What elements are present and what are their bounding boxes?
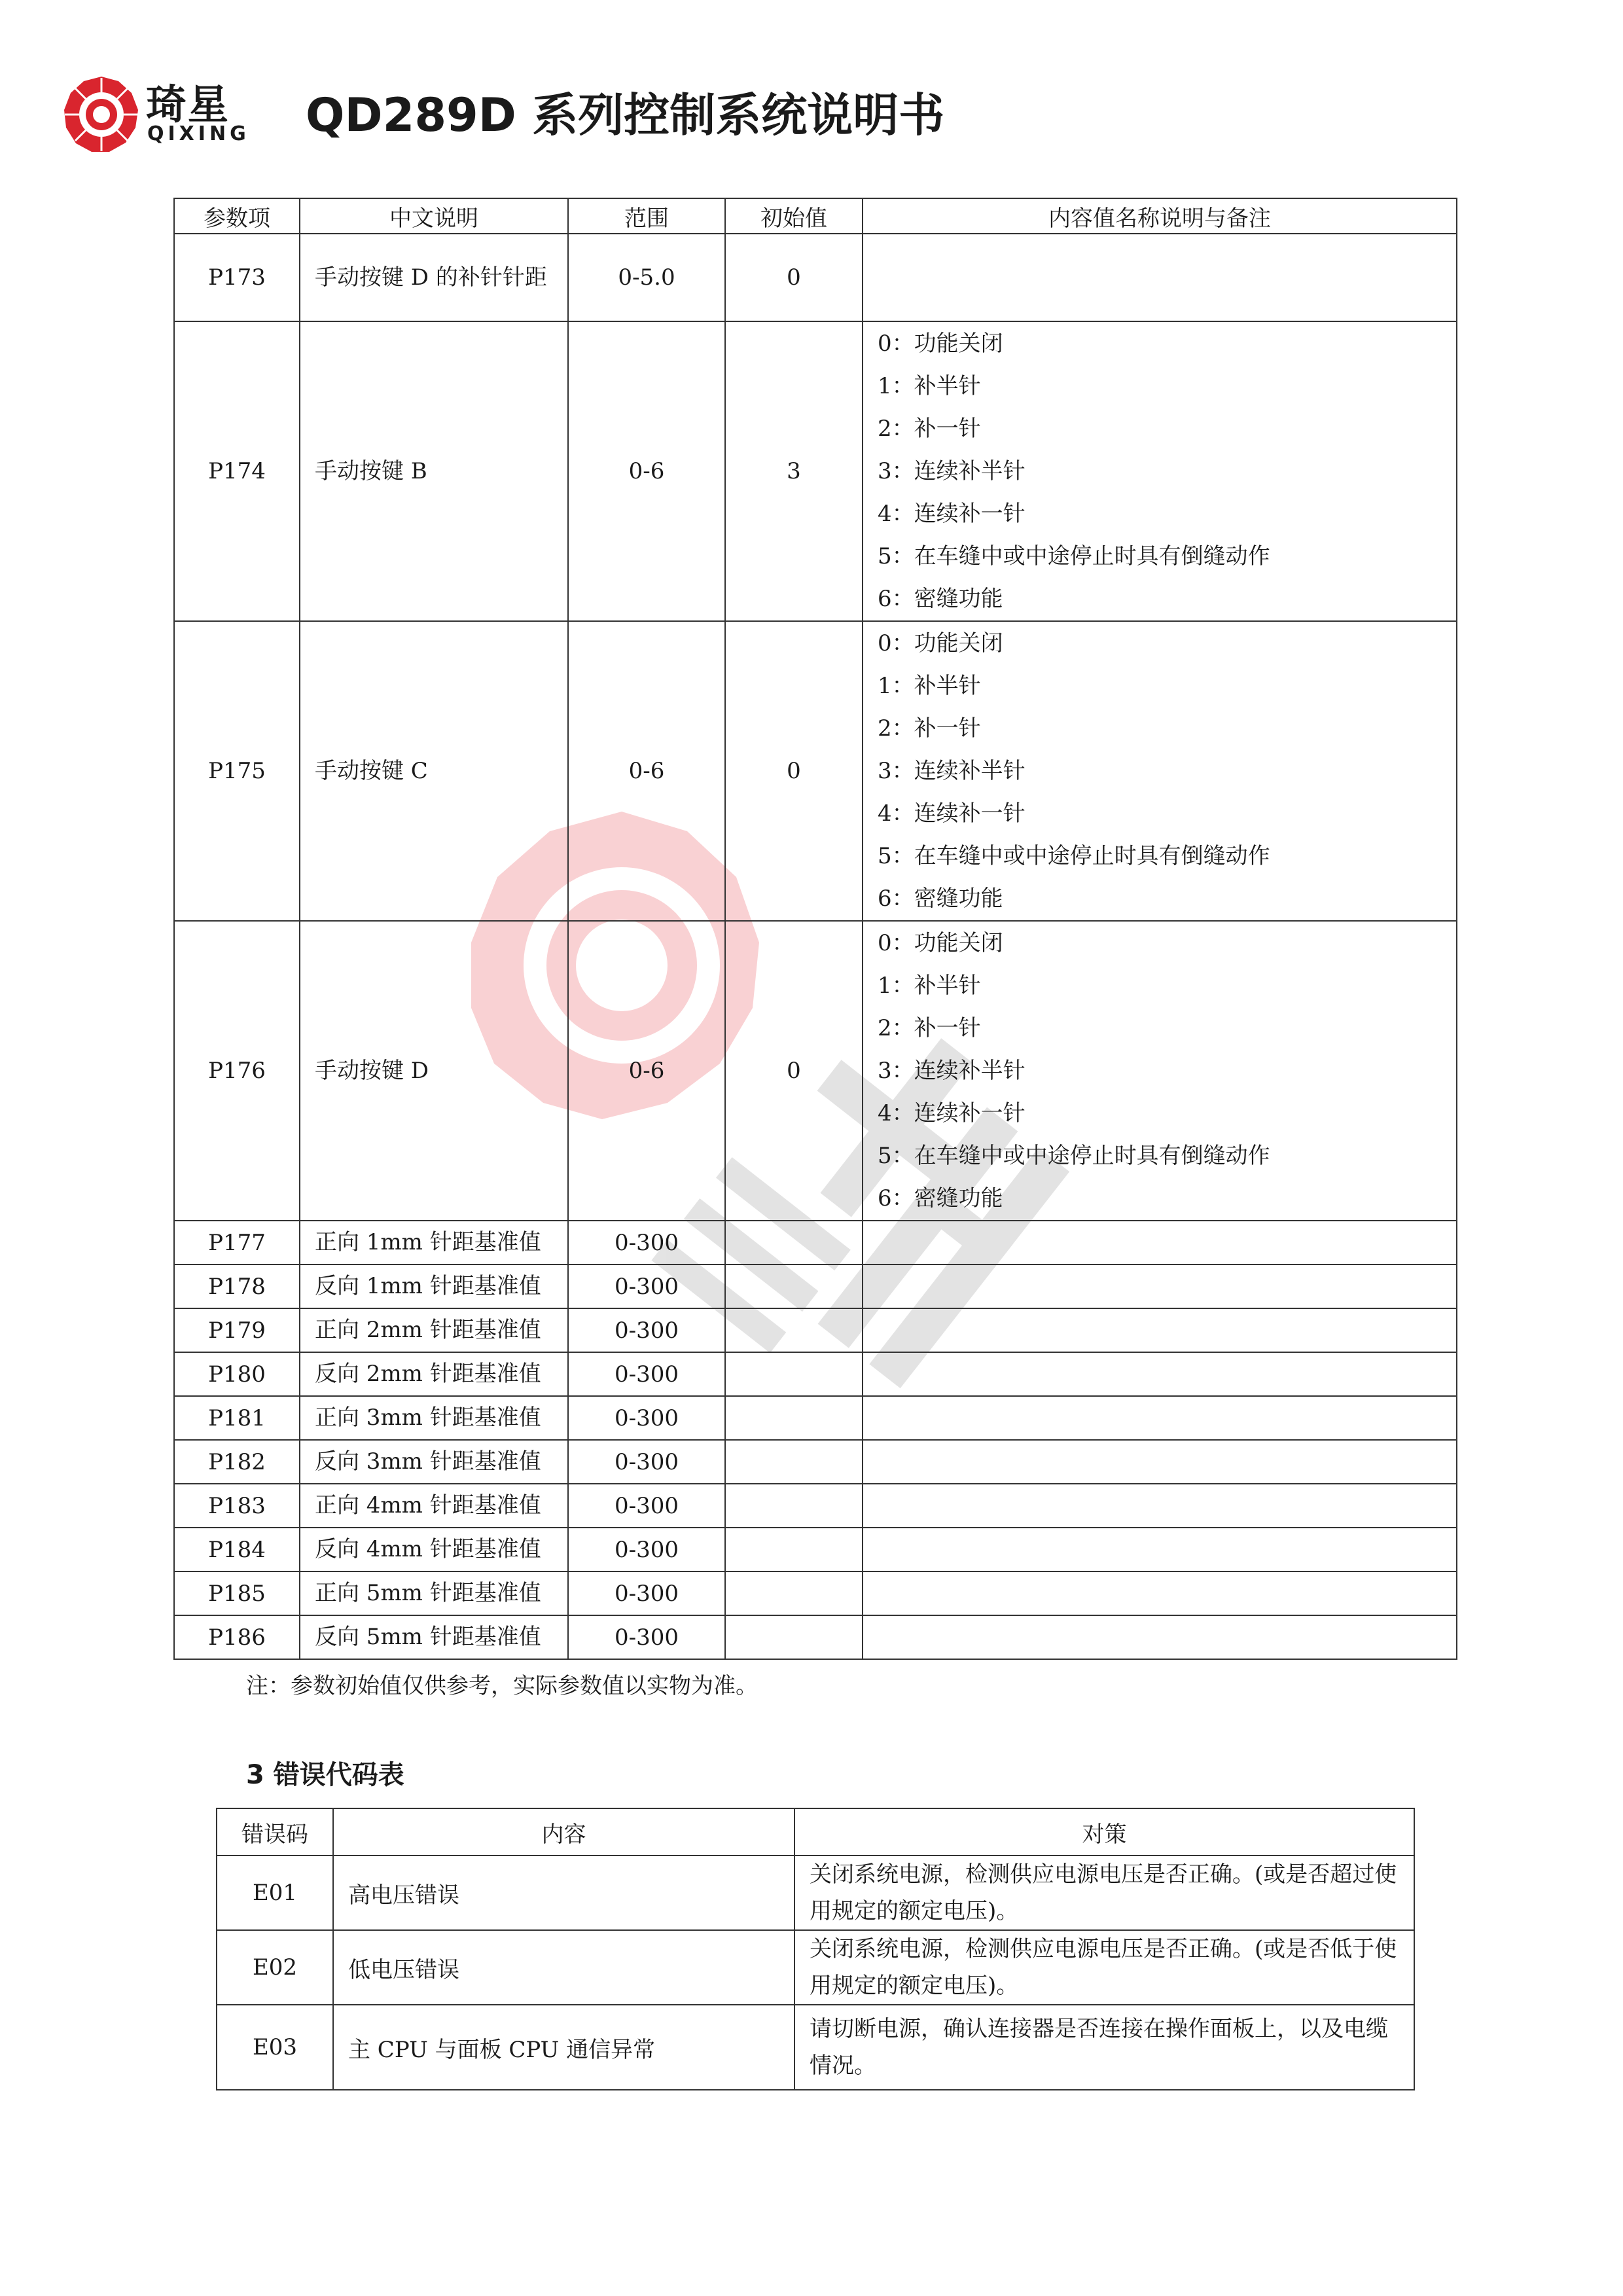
error-content-cell: 低电压错误 <box>333 1930 794 2005</box>
param-description-cell: 正向 5mm 针距基准值 <box>300 1571 568 1615</box>
note-line: 4：连续补一针 <box>878 800 1026 827</box>
note-line: 5：在车缝中或中途停止时具有倒缝动作 <box>878 842 1270 869</box>
param-description-cell: 手动按键 D <box>300 921 568 1221</box>
error-code-table <box>216 1808 1415 2090</box>
param-range-cell: 0-6 <box>568 321 725 621</box>
param-id-cell: P182 <box>174 1440 300 1484</box>
logo-english-text: QIXING <box>147 122 250 145</box>
param-range-cell: 0-6 <box>568 621 725 921</box>
document-title: QD289D 系列控制系统说明书 <box>306 88 945 142</box>
table-row <box>174 1484 1457 1528</box>
section-title: 3 错误代码表 <box>246 1760 404 1790</box>
param-description-cell: 反向 4mm 针距基准值 <box>300 1528 568 1571</box>
param-initial-cell <box>725 1440 863 1484</box>
param-id-cell: P183 <box>174 1484 300 1528</box>
param-notes-cell <box>863 1396 1457 1440</box>
param-range-cell: 0-300 <box>568 1308 725 1352</box>
note-line: 6：密缝功能 <box>878 585 1003 612</box>
param-notes-cell <box>863 1265 1457 1308</box>
param-initial-cell <box>725 1484 863 1528</box>
table-row <box>217 2005 1414 2090</box>
param-initial-cell <box>725 1265 863 1308</box>
table-row <box>174 1265 1457 1308</box>
error-content-cell: 主 CPU 与面板 CPU 通信异常 <box>333 2005 794 2090</box>
param-initial-cell <box>725 1396 863 1440</box>
error-code-cell: E01 <box>217 1856 333 1930</box>
param-notes-cell <box>863 321 1457 621</box>
error-measure-cell: 关闭系统电源，检测供应电源电压是否正确。(或是否超过使用规定的额定电压)。 <box>794 1856 1414 1930</box>
param-range-cell: 0-300 <box>568 1571 725 1615</box>
param-description-cell: 反向 1mm 针距基准值 <box>300 1265 568 1308</box>
param-initial-cell <box>725 1615 863 1659</box>
note-line: 1：补半针 <box>878 372 981 399</box>
param-notes-cell <box>863 1571 1457 1615</box>
table-row <box>174 321 1457 621</box>
table-row <box>174 1396 1457 1440</box>
table-row <box>174 921 1457 1221</box>
error-measure-cell: 请切断电源，确认连接器是否连接在操作面板上，以及电缆情况。 <box>794 2005 1414 2090</box>
header-error-content: 内容 <box>333 1808 794 1856</box>
note-line: 3：连续补半针 <box>878 1057 1026 1084</box>
error-code-cell: E03 <box>217 2005 333 2090</box>
table-row <box>174 1221 1457 1265</box>
note-line: 4：连续补一针 <box>878 1100 1026 1126</box>
param-range-cell: 0-300 <box>568 1396 725 1440</box>
note-line: 5：在车缝中或中途停止时具有倒缝动作 <box>878 1142 1270 1169</box>
header-initial-value: 初始值 <box>725 198 863 234</box>
param-range-cell: 0-300 <box>568 1265 725 1308</box>
param-initial-cell: 0 <box>725 621 863 921</box>
parameter-table-header-row <box>174 198 1457 234</box>
parameter-table <box>173 198 1457 1660</box>
param-notes-cell <box>863 921 1457 1221</box>
table-row <box>217 1856 1414 1930</box>
param-id-cell: P174 <box>174 321 300 621</box>
param-description-cell: 反向 5mm 针距基准值 <box>300 1615 568 1659</box>
param-initial-cell: 0 <box>725 921 863 1221</box>
param-id-cell: P178 <box>174 1265 300 1308</box>
qixing-logo-icon <box>62 75 141 154</box>
table-row <box>174 1352 1457 1396</box>
param-initial-cell <box>725 1571 863 1615</box>
param-notes-cell <box>863 234 1457 321</box>
param-description-cell: 反向 2mm 针距基准值 <box>300 1352 568 1396</box>
note-line: 1：补半针 <box>878 672 981 699</box>
param-range-cell: 0-300 <box>568 1352 725 1396</box>
table-row <box>217 1930 1414 2005</box>
param-description-cell: 手动按键 C <box>300 621 568 921</box>
header-error-code: 错误码 <box>217 1808 333 1856</box>
table-row <box>174 621 1457 921</box>
param-id-cell: P185 <box>174 1571 300 1615</box>
note-line: 6：密缝功能 <box>878 885 1003 912</box>
param-range-cell: 0-6 <box>568 921 725 1221</box>
param-id-cell: P173 <box>174 234 300 321</box>
param-range-cell: 0-300 <box>568 1221 725 1265</box>
error-content-cell: 高电压错误 <box>333 1856 794 1930</box>
error-measure-cell: 关闭系统电源，检测供应电源电压是否正确。(或是否低于使用规定的额定电压)。 <box>794 1930 1414 2005</box>
param-description-cell: 正向 1mm 针距基准值 <box>300 1221 568 1265</box>
table-row <box>174 1308 1457 1352</box>
table-row <box>174 1528 1457 1571</box>
header-param-id: 参数项 <box>174 198 300 234</box>
note-line: 0：功能关闭 <box>878 330 1003 357</box>
note-line: 1：补半针 <box>878 972 981 999</box>
param-initial-cell <box>725 1528 863 1571</box>
param-description-cell: 反向 3mm 针距基准值 <box>300 1440 568 1484</box>
note-line: 3：连续补半针 <box>878 757 1026 784</box>
param-description-cell: 正向 4mm 针距基准值 <box>300 1484 568 1528</box>
table-row <box>174 1615 1457 1659</box>
error-code-cell: E02 <box>217 1930 333 2005</box>
param-initial-cell: 0 <box>725 234 863 321</box>
param-id-cell: P186 <box>174 1615 300 1659</box>
note-line: 4：连续补一针 <box>878 500 1026 527</box>
note-line: 2：补一针 <box>878 715 981 742</box>
param-initial-cell <box>725 1352 863 1396</box>
param-range-cell: 0-300 <box>568 1440 725 1484</box>
param-initial-cell <box>725 1221 863 1265</box>
param-id-cell: P180 <box>174 1352 300 1396</box>
param-notes-cell <box>863 1528 1457 1571</box>
note-line: 3：连续补半针 <box>878 457 1026 484</box>
param-id-cell: P181 <box>174 1396 300 1440</box>
param-notes-cell <box>863 1308 1457 1352</box>
note-line: 0：功能关闭 <box>878 929 1003 956</box>
note-line: 2：补一针 <box>878 415 981 442</box>
note-line: 6：密缝功能 <box>878 1185 1003 1211</box>
note-line: 0：功能关闭 <box>878 630 1003 656</box>
param-range-cell: 0-300 <box>568 1484 725 1528</box>
note-line: 2：补一针 <box>878 1014 981 1041</box>
param-notes-cell <box>863 1484 1457 1528</box>
param-notes-cell <box>863 1440 1457 1484</box>
error-table-header-row <box>217 1808 1414 1856</box>
param-id-cell: P184 <box>174 1528 300 1571</box>
header-range: 范围 <box>568 198 725 234</box>
param-notes-cell <box>863 1352 1457 1396</box>
parameter-remark: 注：参数初始值仅供参考，实际参数值以实物为准。 <box>246 1673 758 1699</box>
param-description-cell: 正向 2mm 针距基准值 <box>300 1308 568 1352</box>
param-id-cell: P175 <box>174 621 300 921</box>
header-description: 中文说明 <box>300 198 568 234</box>
param-initial-cell: 3 <box>725 321 863 621</box>
header-notes: 内容值名称说明与备注 <box>863 198 1457 234</box>
table-row <box>174 234 1457 321</box>
logo-chinese-text: 琦星 <box>146 81 230 128</box>
param-initial-cell <box>725 1308 863 1352</box>
header-error-measure: 对策 <box>794 1808 1414 1856</box>
table-row <box>174 1440 1457 1484</box>
param-description-cell: 手动按键 B <box>300 321 568 621</box>
param-description-cell: 正向 3mm 针距基准值 <box>300 1396 568 1440</box>
param-notes-cell <box>863 1221 1457 1265</box>
param-id-cell: P176 <box>174 921 300 1221</box>
param-notes-cell <box>863 621 1457 921</box>
param-id-cell: P179 <box>174 1308 300 1352</box>
table-row <box>174 1571 1457 1615</box>
param-notes-cell <box>863 1615 1457 1659</box>
param-range-cell: 0-5.0 <box>568 234 725 321</box>
param-description-cell: 手动按键 D 的补针针距 <box>300 234 568 321</box>
param-id-cell: P177 <box>174 1221 300 1265</box>
note-line: 5：在车缝中或中途停止时具有倒缝动作 <box>878 543 1270 569</box>
param-range-cell: 0-300 <box>568 1528 725 1571</box>
param-range-cell: 0-300 <box>568 1615 725 1659</box>
